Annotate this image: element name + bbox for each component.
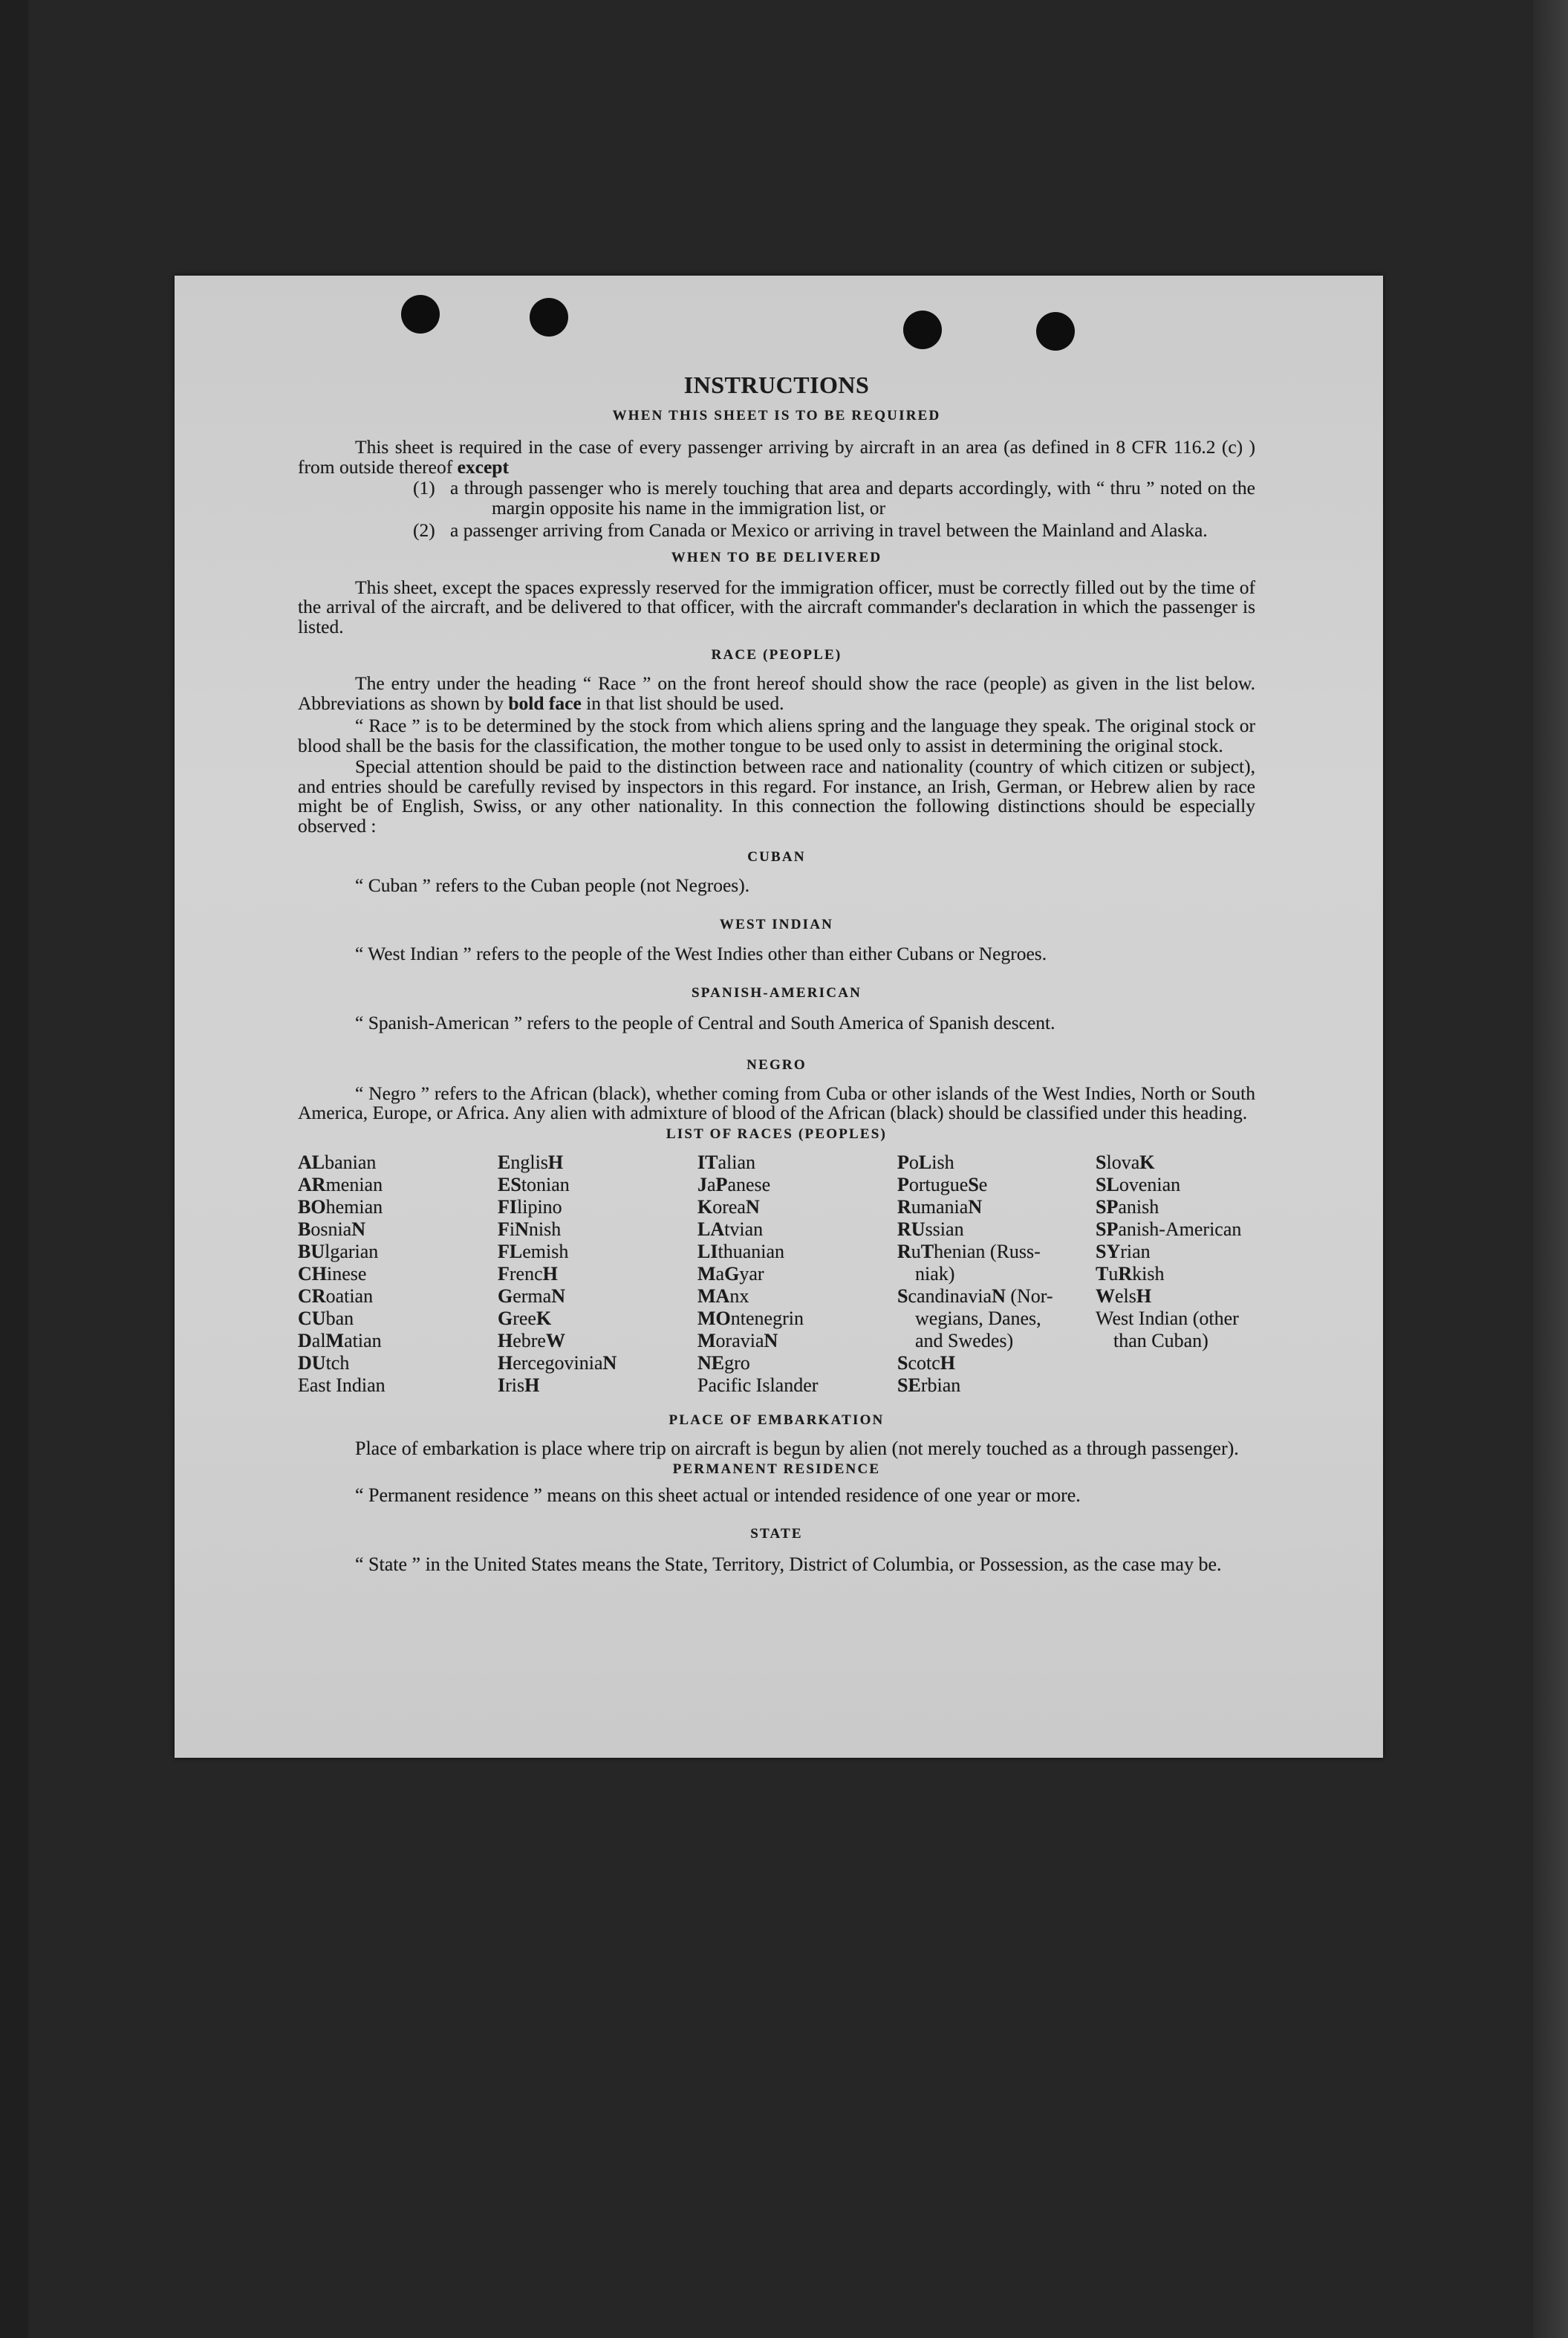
race-abbreviation-letters: M [697,1262,716,1285]
exception-number: (1) [413,477,435,499]
race-entry-line [897,1174,1096,1196]
race-name-text: niak) [915,1262,955,1285]
race-entry-line [1096,1196,1255,1218]
race-entry-line [697,1374,897,1397]
race-entry-line [498,1374,697,1397]
negro-paragraph: “ Negro ” refers to the African (black), whether coming from Cuba or other islands of the West Indies, North or South America, Europe, or Africa. Any alien with admixture of blood of the African (black) should be classified under this heading. [298,1082,1255,1123]
race-entry-text: The entry under the heading “ Race ” on the front hereof should show the race (people) as given in the list below. Abbreviations as shown by [298,672,1255,714]
race-name-text: thuanian [718,1240,784,1262]
race-list-column [298,1152,498,1397]
race-entry [697,1285,897,1308]
race-name-text: (Nor- [1005,1285,1053,1308]
race-entry [1096,1218,1255,1241]
race-entry [498,1308,697,1330]
race-abbreviation-letters: G [498,1285,513,1308]
race-name-text: ortugue [908,1173,969,1195]
race-entry-line [1096,1152,1255,1174]
race-abbreviation-letters: SP [1096,1218,1119,1240]
race-abbreviation-letters: P [897,1173,909,1195]
required-paragraph [298,438,1255,477]
race-abbreviation-letters: H [524,1374,540,1397]
race-entry-line [498,1308,697,1330]
race-entry-line [697,1152,897,1174]
race-abbreviation-letters: H [498,1330,513,1352]
race-entry [298,1374,498,1397]
race-abbreviation-letters: F [498,1262,510,1285]
race-name-text: lgarian [325,1240,379,1262]
race-abbreviation-letters: SP [1096,1195,1119,1218]
race-entry [298,1352,498,1374]
race-entry [298,1152,498,1174]
race-abbreviation-letters: AR [298,1173,326,1195]
cuban-paragraph: “ Cuban ” refers to the Cuban people (not Negroes). [355,874,750,896]
race-entry-line [498,1285,697,1308]
race-entry [897,1285,1096,1352]
race-name-text: inese [327,1262,367,1285]
race-abbreviation-letters: H [940,1352,956,1374]
race-abbreviation-letters: T [920,1240,934,1262]
race-abbreviation-letters: S [1096,1151,1107,1173]
punch-hole [530,298,568,337]
race-name-text: ban [325,1308,354,1330]
race-list-column [498,1152,697,1397]
state-paragraph: “ State ” in the United States means the State, Territory, District of Columbia, or Possession, as the case may be. [355,1553,1222,1575]
race-name-text: nglis [510,1151,548,1173]
race-abbreviation-letters: K [697,1195,713,1218]
race-abbreviation-letters: LI [697,1240,718,1262]
race-abbreviation-letters: MO [697,1308,731,1330]
race-abbreviation-letters: J [697,1173,707,1195]
race-name-text: ercegovinia [513,1352,603,1374]
race-name-text: osnia [310,1218,352,1240]
race-entry-line [298,1285,498,1308]
race-abbreviation-letters: P [715,1173,728,1195]
race-name-text: u [911,1240,921,1262]
race-abbreviation-letters: SL [1096,1173,1119,1195]
race-name-text: ovenian [1119,1173,1181,1195]
race-name-text: rbian [920,1374,961,1397]
race-name-text: henian (Russ- [934,1240,1041,1262]
race-entry [1096,1308,1255,1352]
race-abbreviation-letters: SE [897,1374,921,1397]
race-entry-line [697,1218,897,1241]
race-entry-line [897,1330,1096,1352]
race-abbreviation-letters: DU [298,1352,326,1374]
race-entry-line [897,1308,1096,1330]
race-list-column [1096,1152,1255,1397]
race-abbreviation-letters: CU [298,1308,326,1330]
race-name-text: kish [1132,1262,1165,1285]
race-entry [897,1174,1096,1196]
race-entry [498,1285,697,1308]
delivered-paragraph: This sheet, except the spaces expressly reserved for the immigration officer, must be correctly filled out by the time of the arrival of the aircraft, and be delivered to that officer, with the aircraft commander's declaration in which the passenger is listed. [298,576,1255,637]
race-entry-line [298,1374,498,1397]
race-distinction-paragraph: Special attention should be paid to the distinction between race and nationality (country of which citizen or subject), and entries should be carefully revised by inspectors in this regard. For instance, an Irish, German, or Hebrew alien by race might be of English, Swiss, or any other nationality. In this connection the following distinctions should be especially observed : [298,756,1255,837]
punch-hole [903,311,942,349]
race-entry [897,1374,1096,1397]
race-entry-line [697,1330,897,1352]
exception-item [298,478,1255,518]
spanish-american-paragraph: “ Spanish-American ” refers to the people of Central and South America of Spanish descent. [355,1012,1055,1033]
race-entry [697,1241,897,1263]
race-abbreviation-letters: CR [298,1285,326,1308]
race-name-text: Pacific Islander [697,1374,819,1397]
race-name-text: gro [724,1352,750,1374]
race-abbreviation-letters: G [724,1262,740,1285]
race-abbreviation-letters: H [1136,1285,1152,1308]
race-entry [1096,1152,1255,1174]
race-name-text: cotc [908,1352,940,1374]
race-abbreviation-letters: D [298,1330,312,1352]
race-entry [498,1174,697,1196]
race-entry-line [697,1263,897,1285]
race-name-text: menian [325,1173,383,1195]
race-entry [897,1196,1096,1218]
race-name-text: atian [344,1330,382,1352]
race-entry-line [498,1218,697,1241]
race-entry [697,1308,897,1330]
race-entry [298,1174,498,1196]
race-entry [1096,1263,1255,1285]
race-abbreviation-letters: CH [298,1262,327,1285]
race-name-text: e [978,1173,988,1195]
race-abbreviation-letters: F [498,1218,510,1240]
race-entry [498,1374,697,1397]
race-entry-line [897,1352,1096,1374]
race-entry-line [298,1330,498,1352]
race-name-text: hemian [325,1195,383,1218]
race-abbreviation-letters: NE [697,1352,725,1374]
race-abbreviation-letters: S [968,1173,979,1195]
race-name-text: nx [729,1285,749,1308]
race-abbreviation-letters: BU [298,1240,325,1262]
race-abbreviation-letters: RU [897,1218,925,1240]
race-entry [498,1196,697,1218]
race-entry-line [498,1330,697,1352]
race-name-text: ree [513,1308,536,1330]
race-name-text: ebre [513,1330,546,1352]
race-entry-line [697,1308,897,1330]
race-abbreviation-letters: M [325,1330,345,1352]
residence-paragraph: “ Permanent residence ” means on this sheet actual or intended residence of one year or more. [355,1484,1081,1506]
punch-hole [401,295,440,334]
race-entry [697,1152,897,1174]
race-entry-line [1096,1241,1255,1263]
race-abbreviation-letters: H [542,1262,558,1285]
race-entry-line [498,1241,697,1263]
race-abbreviation-letters: E [498,1151,511,1173]
race-abbreviation-letters: AL [298,1151,325,1173]
race-name-text: tonian [521,1173,570,1195]
race-entry [498,1241,697,1263]
race-abbreviation-letters: T [1096,1262,1109,1285]
race-name-text: lipino [517,1195,562,1218]
race-name-text: rian [1120,1240,1151,1262]
race-entry-line [498,1196,697,1218]
race-name-text: ish [931,1151,954,1173]
race-entry-line [1096,1330,1255,1352]
race-abbreviation-letters: K [536,1308,552,1330]
race-abbreviation-letters: IT [697,1151,718,1173]
race-entry [897,1152,1096,1174]
race-abbreviation-letters: B [298,1218,311,1240]
exception-text: a passenger arriving from Canada or Mexico or arriving in travel between the Mainland and Alaska. [450,519,1208,541]
race-entry [298,1285,498,1308]
race-abbreviation-letters: R [1118,1262,1133,1285]
heading-race-list: LIST OF RACES (PEOPLES) [666,1126,888,1142]
race-entry-line [298,1196,498,1218]
race-entry [298,1263,498,1285]
race-entry-line [697,1352,897,1374]
race-name-text: u [1108,1262,1119,1285]
race-entry [697,1352,897,1374]
race-name-text: East Indian [298,1374,386,1397]
exception-text: a through passenger who is merely touching that area and departs accordingly, with “ thru ” noted on the margin opposite his name in the immigration list, or [450,477,1255,519]
race-entry-line [498,1352,697,1374]
race-entry [298,1218,498,1241]
required-intro-emphasis: except [457,455,509,478]
race-abbreviation-letters: S [897,1285,908,1308]
race-entry-line [897,1196,1096,1218]
race-abbreviation-letters: S [897,1352,908,1374]
heading-when-delivered: WHEN TO BE DELIVERED [671,549,882,565]
race-name-text: oravia [715,1330,764,1352]
race-abbreviation-letters: N [351,1218,366,1240]
race-name-text: els [1115,1285,1136,1308]
scan-background-right [1533,0,1568,2338]
race-name-text: ntenegrin [730,1308,804,1330]
race-entry [298,1330,498,1352]
race-name-text: anese [727,1173,771,1195]
race-abbreviation-letters: K [1139,1151,1155,1173]
race-entry [897,1352,1096,1374]
race-entry-line [897,1218,1096,1241]
exception-item [298,521,1255,541]
heading-negro: NEGRO [746,1056,807,1073]
heading-spanish-american: SPANISH-AMERICAN [691,985,862,1001]
race-entry [697,1330,897,1352]
race-entry-line [298,1241,498,1263]
race-entry-line [298,1218,498,1241]
race-name-text: ris [505,1374,525,1397]
heading-race: RACE (PEOPLE) [711,647,842,663]
race-name-text: yar [739,1262,764,1285]
race-entry-line [298,1152,498,1174]
race-name-text: tvian [724,1218,764,1240]
race-entry [697,1263,897,1285]
race-entry [697,1196,897,1218]
race-abbreviation-letters: M [697,1330,716,1352]
required-intro-text: This sheet is required in the case of every passenger arriving by aircraft in an area (as defined in 8 CFR 116.2 (c) ) from outside thereof [298,436,1255,478]
race-entry-line [697,1174,897,1196]
race-abbreviation-letters: N [764,1330,778,1352]
race-name-text: orea [712,1195,746,1218]
race-entry [498,1218,697,1241]
heading-state: STATE [750,1525,803,1542]
race-entry-line [298,1174,498,1196]
heading-cuban: CUBAN [747,849,806,865]
race-entry-line [298,1352,498,1374]
race-stock-paragraph: “ Race ” is to be determined by the stock from which aliens spring and the language they speak. The original stock or blood shall be the basis for the classification, the mother tongue to be used only to assist in determining the original stock. [298,715,1255,756]
race-entry [1096,1196,1255,1218]
race-name-text: al [311,1330,326,1352]
race-name-text: wegians, Danes, [915,1308,1041,1330]
race-abbreviation-letters: H [547,1151,564,1173]
race-entry [498,1152,697,1174]
race-entry [1096,1285,1255,1308]
race-entry-line [1096,1174,1255,1196]
race-abbreviation-letters: N [992,1285,1006,1308]
race-abbreviation-letters: I [498,1374,506,1397]
race-entry [1096,1174,1255,1196]
race-entry-line [1096,1218,1255,1241]
race-entry-line [1096,1263,1255,1285]
race-abbreviation-letters: N [551,1285,565,1308]
race-name-text: nish [528,1218,562,1240]
race-entry-line [498,1263,697,1285]
race-entry [298,1308,498,1330]
race-list-column [697,1152,897,1397]
race-abbreviation-letters: L [918,1151,932,1173]
race-name-text: a [715,1262,725,1285]
page-title: INSTRUCTIONS [683,371,870,398]
race-name-text: and Swedes) [915,1330,1014,1352]
race-entry-line [897,1241,1096,1263]
race-name-text: candinavia [908,1285,992,1308]
race-entry [1096,1241,1255,1263]
race-name-text: a [707,1173,716,1195]
race-abbreviation-letters: N [745,1195,760,1218]
race-abbreviation-letters: H [498,1352,513,1374]
race-name-text: renc [509,1262,543,1285]
heading-embarkation: PLACE OF EMBARKATION [668,1412,885,1428]
race-entry-line [1096,1285,1255,1308]
race-name-text: than Cuban) [1113,1330,1208,1352]
race-entry-line [897,1152,1096,1174]
race-entry-line [1096,1308,1255,1330]
race-abbreviation-letters: MA [697,1285,730,1308]
race-list [298,1152,1255,1397]
race-abbreviation-letters: N [515,1218,529,1240]
race-entry [498,1263,697,1285]
race-entry [897,1241,1096,1285]
embarkation-paragraph: Place of embarkation is place where trip on aircraft is begun by alien (not merely touched as a through passenger). [355,1437,1239,1459]
race-name-text: anish [1118,1195,1159,1218]
race-abbreviation-letters: FL [498,1240,523,1262]
race-entry [498,1352,697,1374]
race-entry [697,1218,897,1241]
race-name-text: lova [1106,1151,1140,1173]
race-entry-line [897,1263,1096,1285]
race-entry-line [298,1308,498,1330]
race-entry-line [498,1152,697,1174]
heading-when-required: WHEN THIS SHEET IS TO BE REQUIRED [612,408,941,423]
race-name-text: i [509,1218,515,1240]
race-abbreviation-letters: N [602,1352,617,1374]
scan-background-left [0,0,28,2338]
heading-permanent-residence: PERMANENT RESIDENCE [672,1461,881,1477]
race-name-text: tch [325,1352,350,1374]
race-entry [298,1241,498,1263]
race-name-text: banian [325,1151,377,1173]
race-entry-paragraph [298,674,1255,713]
race-entry-line [897,1285,1096,1308]
heading-west-indian: WEST INDIAN [719,916,834,932]
race-entry-line [697,1285,897,1308]
race-entry-text-end: in that list should be used. [581,692,784,714]
punch-hole [1036,312,1075,351]
race-abbreviation-letters: R [897,1240,911,1262]
race-entry [298,1196,498,1218]
race-entry-line [298,1263,498,1285]
race-abbreviation-letters: P [897,1151,909,1173]
race-abbreviation-letters: BO [298,1195,326,1218]
race-entry [697,1374,897,1397]
race-entry [498,1330,697,1352]
west-indian-paragraph: “ West Indian ” refers to the people of the West Indies other than either Cubans or Negroes. [355,942,1047,964]
race-abbreviation-letters: N [968,1195,983,1218]
race-abbreviation-letters: FI [498,1195,517,1218]
race-abbreviation-letters: LA [697,1218,725,1240]
race-name-text: ssian [925,1218,964,1240]
race-entry-line [897,1374,1096,1397]
race-name-text: oatian [325,1285,374,1308]
race-entry-line [697,1196,897,1218]
race-entry-line [697,1241,897,1263]
race-entry-line [498,1174,697,1196]
race-entry [697,1174,897,1196]
race-name-text: anish-American [1118,1218,1242,1240]
race-abbreviation-letters: G [498,1308,513,1330]
race-name-text: o [908,1151,919,1173]
race-abbreviation-letters: R [897,1195,911,1218]
race-list-column [897,1152,1096,1397]
race-name-text: erma [513,1285,552,1308]
race-abbreviation-letters: W [1096,1285,1115,1308]
race-name-text: West Indian (other [1096,1308,1239,1330]
race-name-text: umania [911,1195,969,1218]
race-abbreviation-letters: W [545,1330,565,1352]
race-name-text: alian [718,1151,755,1173]
race-abbreviation-letters: ES [498,1173,521,1195]
race-entry-emphasis: bold face [508,692,582,714]
race-name-text: emish [522,1240,569,1262]
race-abbreviation-letters: SY [1096,1240,1121,1262]
instructions-content [298,370,1255,1576]
race-entry [897,1218,1096,1241]
exception-number: (2) [413,519,435,541]
document-page [175,276,1383,1758]
